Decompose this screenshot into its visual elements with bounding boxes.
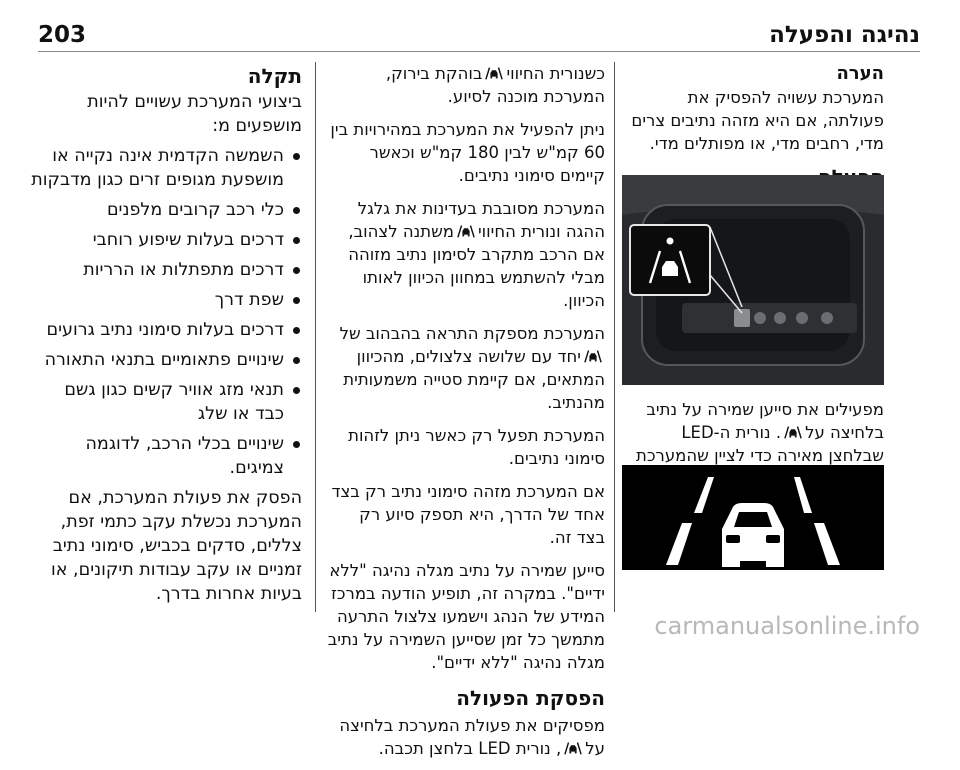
lane-car-graphic [622, 465, 884, 570]
paragraph: כשנורית החיוויבוהקת בירוק, המערכת מוכנה לסיוע. [385, 64, 605, 106]
header-rule [38, 51, 920, 52]
column-operation [327, 62, 605, 770]
column-divider [614, 62, 615, 612]
list-item: שפת דרך [30, 288, 302, 312]
malfunction-heading: תקלה [247, 64, 302, 88]
paragraph: המערכת מספקת התראה בהבהוב שליחד עם שלושה צלצולים, מהכיוון המתאים, אם קיימת סטייה משמעותית מהנתיב. [339, 324, 605, 412]
note-heading: הערה [836, 63, 884, 84]
column-divider [315, 62, 316, 612]
paragraph: המערכת תפעל רק כאשר ניתן לזהות סימוני נתיבים. [348, 426, 605, 468]
list-item: כלי רכב קרובים מלפנים [30, 198, 302, 222]
lane-keep-assist-button-photo [622, 175, 884, 385]
page-number: 203 [38, 22, 87, 48]
malfunction-outro: הפסק את פעולת המערכת, אם המערכת נכשלת עקב כתמי זפת, צללים, סדקים בכביש, סימוני נתיב זמניים או עקב עבודות תיקונים, או בעיות אחרות בדרך. [51, 488, 302, 604]
lane-keep-assist-icon [784, 424, 802, 440]
malfunction-intro: ביצועי המערכת עשויים להיות מושפעים מ: [87, 92, 302, 136]
paragraph: המערכת מסובבת בעדינות את גלגל ההגה ונורית החיווימשתנה לצהוב, אם הרכב מתקרב לסימון נתיב מזוהה מבלי להשתמש במחוון הכיוון לאותו הכיוון. [348, 199, 605, 310]
console-photo-graphic [622, 175, 884, 385]
list-item: דרכים בעלות סימוני נתיב גרועים [30, 318, 302, 342]
paragraph: מפסיקים את פעולת המערכת בלחיצה על, נורית LED בלחצן תכבה. [339, 716, 605, 758]
lane-keep-assist-icon [457, 223, 475, 239]
column-malfunction [30, 62, 302, 616]
note-text: המערכת עשויה להפסיק את פעולתה, אם היא מזהה נתיבים צרים מדי, רחבים מדי, או מפותלים מדי. [631, 88, 884, 153]
list-item: תנאי מזג אוויר קשים כגון גשם כבד או שלג [30, 378, 302, 426]
list-item: דרכים בעלות שיפוע רוחבי [30, 228, 302, 252]
lane-keep-assist-icon [584, 348, 602, 364]
malfunction-list [30, 144, 302, 480]
lane-keep-assist-illustration [622, 465, 884, 570]
list-item: השמשה הקדמית אינה נקייה או מושפעת מגופים זרים כגון מדבקות [30, 144, 302, 192]
deactivation-heading: הפסקת הפעולה [456, 686, 605, 710]
lane-keep-assist-icon [485, 65, 503, 81]
column-activation [622, 62, 884, 191]
paragraph: מפעילים את סייען שמירה על נתיב בלחיצה על. נורית ה-LED שבלחצן מאירה כדי לציין שהמערכת [635, 400, 884, 465]
lane-keep-assist-icon [564, 740, 582, 756]
list-item: דרכים מתפתלות או הרריות [30, 258, 302, 282]
watermark: carmanualsonline.info [654, 612, 920, 640]
page-header [38, 22, 920, 50]
paragraph: סייען שמירה על נתיב מגלה נהיגה "ללא ידיים". במקרה זה, תופיע הודעה במרכז המידע של הנהג וישמעו צלצול התרעה מתמשך כל זמן שסייען השמירה על נתיב מגלה נהיגה "ללא ידיים". [327, 561, 605, 672]
section-title: נהיגה והפעלה [769, 22, 920, 48]
list-item: שינויים פתאומיים בתנאי התאורה [30, 348, 302, 372]
paragraph: אם המערכת מזהה סימוני נתיב רק בצד אחד של הדרך, היא תספק סיוע רק בצד זה. [331, 482, 605, 547]
list-item: שינויים בכלי הרכב, לדוגמה צמיגים. [30, 432, 302, 480]
paragraph: ניתן להפעיל את המערכת במהירויות בין 60 קמ"ש לבין 180 קמ"ש וכאשר קיימים סימוני נתיבים. [330, 120, 605, 185]
